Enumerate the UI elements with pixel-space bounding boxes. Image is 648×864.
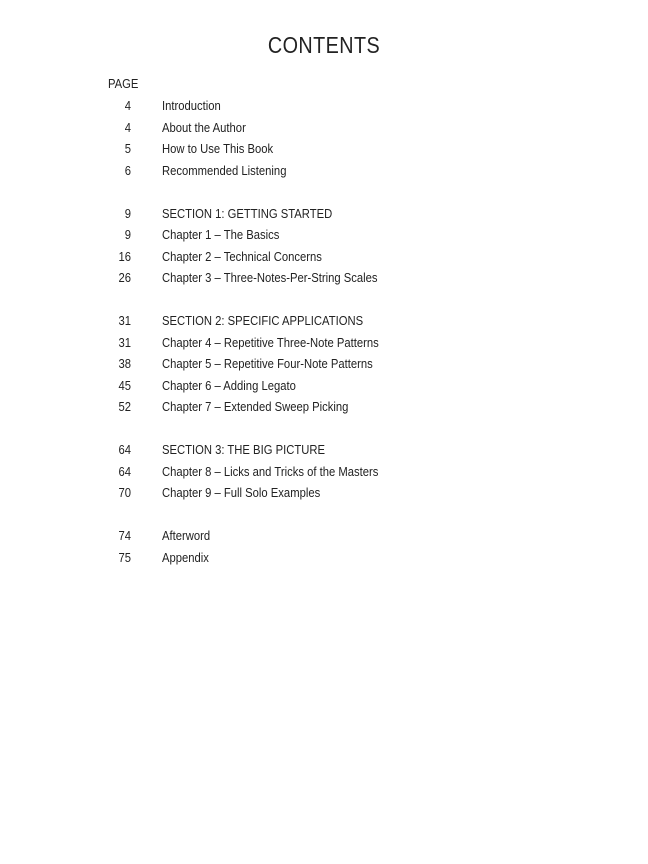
toc-entry <box>0 204 648 226</box>
toc-entry <box>0 118 648 140</box>
toc-entry <box>0 247 648 269</box>
toc-page-number: 16 <box>118 249 131 264</box>
toc-entry-title: Chapter 4 – Repetitive Three-Note Patterns <box>162 335 379 350</box>
toc-entry-title: Chapter 6 – Adding Legato <box>162 378 296 393</box>
toc-entry <box>0 225 648 247</box>
toc-entry-title: How to Use This Book <box>162 142 274 156</box>
toc-page-number: 6 <box>124 163 131 178</box>
toc-entry-title: Chapter 5 – Repetitive Four-Note Patterns <box>162 357 373 371</box>
toc-entry <box>0 354 648 376</box>
toc-entry <box>0 376 648 398</box>
toc-entry-title: Afterword <box>162 529 211 543</box>
table-of-contents <box>0 96 648 569</box>
toc-entry-title: Chapter 1 – The Basics <box>162 228 280 242</box>
toc-entry <box>0 139 648 161</box>
toc-entry <box>0 96 648 118</box>
toc-entry-title: Recommended Listening <box>162 163 287 178</box>
toc-page-number: 4 <box>124 120 131 135</box>
toc-entry <box>0 462 648 484</box>
toc-entry-title: Introduction <box>162 99 221 113</box>
toc-entry <box>0 548 648 570</box>
toc-entry <box>0 440 648 462</box>
toc-entry <box>0 268 648 290</box>
toc-entry-title: Appendix <box>162 550 209 565</box>
toc-page-number: 26 <box>118 271 131 285</box>
toc-entry-title: Chapter 9 – Full Solo Examples <box>162 486 321 500</box>
page-title: CONTENTS <box>267 32 381 58</box>
toc-page-number: 38 <box>118 357 131 371</box>
toc-entry-title: Chapter 3 – Three-Notes-Per-String Scales <box>162 271 378 285</box>
toc-entry-title: SECTION 2: SPECIFIC APPLICATIONS <box>162 314 364 328</box>
toc-entry-title: SECTION 1: GETTING STARTED <box>162 206 333 221</box>
toc-entry <box>0 333 648 355</box>
toc-page-number: 9 <box>124 206 131 221</box>
toc-page-number: 4 <box>124 99 131 113</box>
toc-entry <box>0 483 648 505</box>
toc-entry <box>0 526 648 548</box>
toc-page-number: 31 <box>118 314 131 328</box>
toc-entry <box>0 397 648 419</box>
toc-entry-title: Chapter 8 – Licks and Tricks of the Masters <box>162 464 379 479</box>
toc-page-number: 52 <box>118 400 131 414</box>
toc-entry-title: Chapter 7 – Extended Sweep Picking <box>162 400 349 414</box>
toc-page-number: 9 <box>124 228 131 242</box>
toc-page-number: 31 <box>118 335 131 350</box>
toc-page-number: 64 <box>118 464 131 479</box>
toc-page-number: 70 <box>118 486 131 500</box>
toc-entry <box>0 161 648 183</box>
toc-entry-title: SECTION 3: THE BIG PICTURE <box>162 443 325 457</box>
toc-entry <box>0 311 648 333</box>
toc-page-number: 5 <box>124 142 131 156</box>
toc-entry-title: About the Author <box>162 120 246 135</box>
page-column-label: PAGE <box>108 77 139 91</box>
toc-page-number: 45 <box>118 378 131 393</box>
toc-page-number: 75 <box>118 550 131 565</box>
toc-entry-title: Chapter 2 – Technical Concerns <box>162 249 322 264</box>
toc-page-number: 74 <box>118 529 131 543</box>
toc-page-number: 64 <box>118 443 131 457</box>
